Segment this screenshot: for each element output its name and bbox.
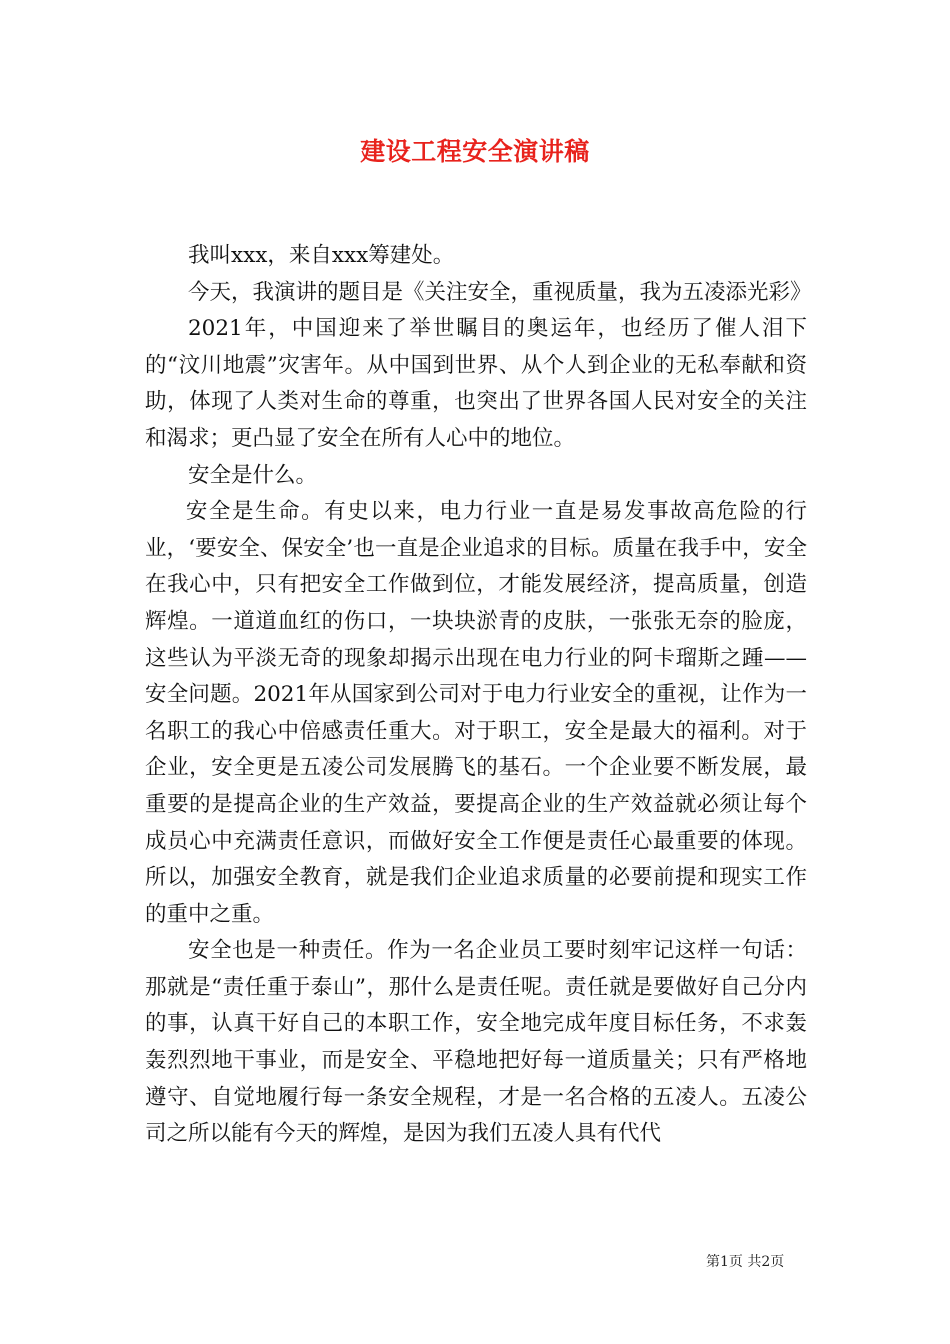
paragraph: 安全是生命。有史以来，电力行业一直是易发事故高危险的行业，‘要安全、保安全’也一直是企业追求的目标。质量在我手中，安全在我心中，只有把安全工作做到位，才能发展经济，提高质量，创造辉煌。一道道血红的伤口，一块块淤青的皮肤，一张张无奈的脸庞，这些认为平淡无奇的现象却揭示出现在电力行业的阿卡瑠斯之踵——安全问题。2021年从国家到公司对于电力行业安全的重视，让作为一名职工的我心中倍感责任重大。对于职工，安全是最大的福利。对于企业，安全更是五凌公司发展腾飞的基石。一个企业要不断发展，最重要的是提高企业的生产效益，要提高企业的生产效益就必须让每个成员心中充满责任意识，而做好安全工作便是责任心最重要的体现。所以，加强安全教育，就是我们企业追求质量的必要前提和现实工作的重中之重。	[145, 499, 807, 927]
page-number: 第1页 共2页	[706, 1254, 785, 1270]
paragraph: 2021年，中国迎来了举世瞩目的奥运年，也经历了催人泪下的“汶川地震”灾害年。从中国到世界、从个人到企业的无私奉献和资助，体现了人类对生命的尊重，也突出了世界各国人民对安全的关注和渴求；更凸显了安全在所有人心中的地位。	[145, 316, 807, 451]
paragraph: 安全也是一种责任。作为一名企业员工要时刻牢记这样一句话：那就是“责任重于泰山”，那什么是责任呢。责任就是要做好自己分内的事，认真干好自己的本职工作，安全地完成年度目标任务，不求轰轰烈烈地干事业，而是安全、平稳地把好每一道质量关；只有严格地遵守、自觉地履行每一条安全规程，才是一名合格的五凌人。五凌公司之所以能有今天的辉煌，是因为我们五凌人具有代代	[145, 938, 807, 1147]
paragraph: 我叫xxx，来自xxx筹建处。	[188, 243, 455, 268]
paragraph: 今天，我演讲的题目是《关注安全，重视质量，我为五凌添光彩》	[188, 279, 812, 305]
paragraph: 安全是什么。	[188, 462, 318, 488]
page-title: 建设工程安全演讲稿	[360, 137, 590, 166]
document-body	[145, 238, 812, 1153]
